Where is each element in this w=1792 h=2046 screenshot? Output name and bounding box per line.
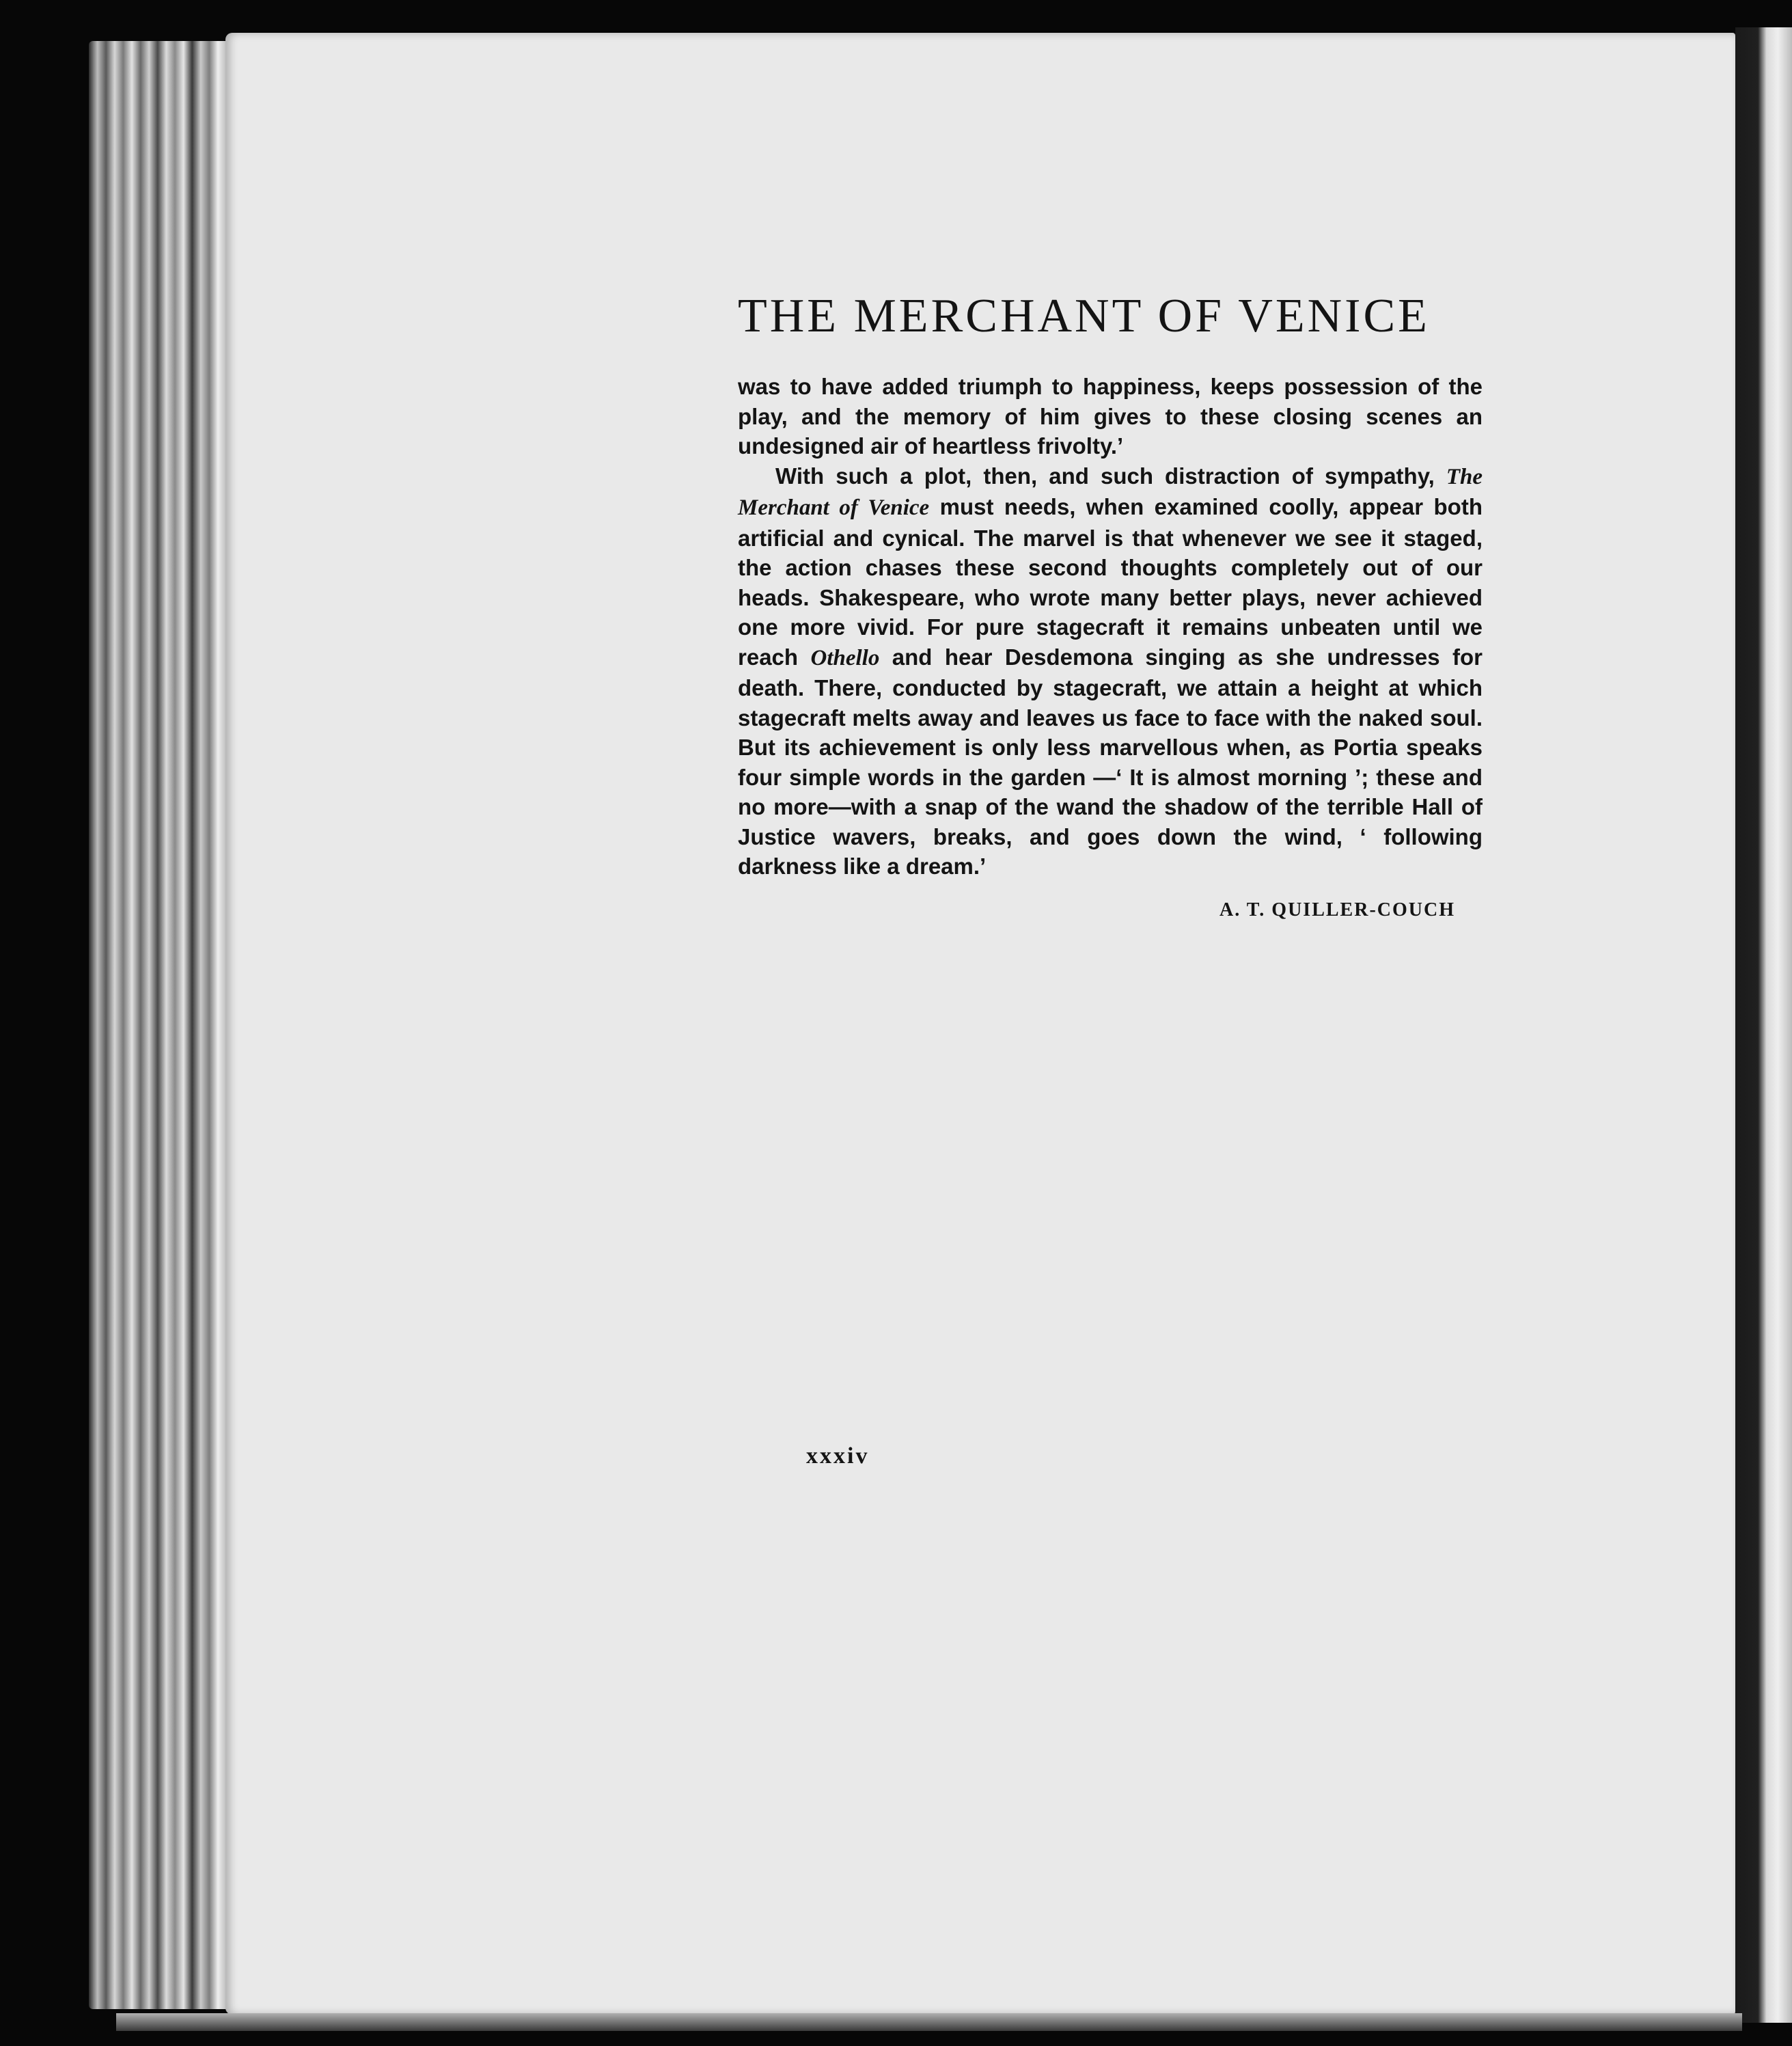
page-number: xxxiv (806, 1443, 870, 1469)
body-text (738, 372, 1483, 882)
paragraph-2-text-b: must needs, when examined coolly, appear both artificial and cynical. The marvel is that whenever we see it staged, the action chases these second thoughts completely out of our heads. Shakespeare, who wrote many better plays, never achieved one more vivid. For pure stagecraft it remains unbeaten until we reach (738, 494, 1483, 670)
play-title-othello: Othello (810, 645, 880, 670)
facing-page-edge (1735, 27, 1792, 2023)
book-bottom-edge (116, 2013, 1742, 2031)
paragraph-2 (738, 461, 1483, 882)
paragraph-2-text-c: and hear Desdemona singing as she undresses for death. There, conducted by stagecraft, we attain a height at which stagecraft melts away and leaves us face to face with the naked soul. But its achievement is only less marvellous when, as Portia speaks four simple words in the garden —‘ It is almost morning ’; these and no more—with a snap of the wand the shadow of the terrible Hall of Justice wavers, breaks, and goes down the wind, ‘ following darkness like a dream.’ (738, 644, 1483, 879)
book-page-edges (89, 41, 232, 2009)
paragraph-2-text-a: With such a plot, then, and such distraction of sympathy, (775, 463, 1446, 489)
running-head: THE MERCHANT OF VENICE (738, 290, 1430, 342)
author-signature: A. T. QUILLER-COUCH (1219, 899, 1455, 920)
play-title-merchant: The Merchant of Venice (738, 464, 1483, 520)
paragraph-1: was to have added triumph to happiness, keeps possession of the play, and the memory of him gives to these closing scenes an undesigned air of heartless frivolty.’ (738, 374, 1483, 459)
